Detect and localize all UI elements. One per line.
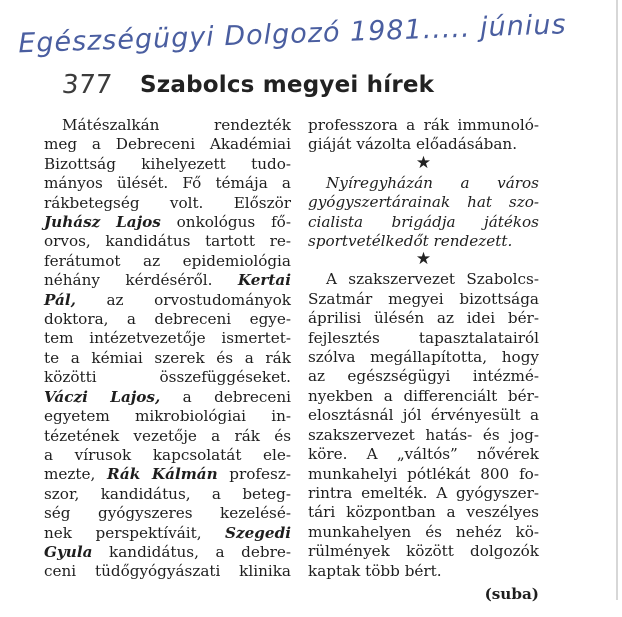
text-line: Juhász Lajos onkológus fő-: [44, 213, 291, 232]
text-line: munkahelyi pótlékát 800 fo-: [308, 464, 539, 483]
text-line: fejlesztés tapasztalatairól: [308, 328, 539, 347]
text-line: cialista brigádja játékos: [308, 212, 539, 231]
text-line: professzora a rák immunoló-: [308, 116, 539, 134]
paragraph-continuation: [308, 116, 539, 155]
text-line: szólva megállapította, hogy: [308, 348, 539, 367]
text-line: közötti összefüggéseket.: [44, 368, 291, 387]
text-line: gyógyszertárainak hat szo-: [308, 193, 539, 212]
text-line: A szakszervezet Szabolcs-: [326, 270, 539, 289]
text-line: mányos ülését. Fő témája a: [44, 174, 291, 193]
text-line: áprilisi ülésén az idei bér-: [308, 309, 539, 328]
text-line: tem intézetvezetője ismertet-: [44, 329, 291, 348]
text-line: Váczi Lajos, a debreceni: [44, 387, 291, 406]
page-number: 377: [60, 70, 114, 100]
text-line: meg a Debreceni Akadémiai: [44, 135, 291, 154]
text-line: Pál, az orvostudományok: [44, 290, 291, 309]
text-line: Nyíregyházán a város: [326, 173, 539, 192]
separator-star-icon: ★: [415, 249, 432, 270]
text-line: ség gyógyszeres kezelésé-: [44, 504, 291, 523]
text-line: kaptak több bért.: [308, 561, 442, 580]
text-line: Szatmár megyei bizottsága: [308, 289, 539, 308]
article-column-1: [44, 116, 291, 582]
paragraph-szakszervezet: [308, 270, 539, 581]
text-line: Mátészalkán rendezték: [62, 116, 291, 134]
text-line: ceni tüdőgyógyászati klinika: [44, 562, 291, 581]
text-line: rintra emelték. A gyógyszer-: [308, 483, 539, 502]
paragraph-nyiregyhaza: [308, 174, 539, 252]
text-line: mezte, Rák Kálmán profesz-: [44, 465, 291, 484]
text-line: munkahelyen és nehéz kö-: [308, 522, 539, 541]
text-line: tári központban a veszélyes: [308, 503, 539, 522]
text-line: rülmények között dolgozók: [308, 542, 539, 561]
text-line: tézetének vezetője a rák és: [44, 426, 291, 445]
text-line: szakszervezet hatás- és jog-: [308, 425, 539, 444]
text-line: doktora, a debreceni egye-: [44, 310, 291, 329]
text-line: nek perspektíváit, Szegedi: [44, 523, 291, 542]
clipping-edge: [616, 0, 618, 600]
text-line: a vírusok kapcsolatát ele-: [44, 445, 291, 464]
headline: Szabolcs megyei hírek: [140, 72, 435, 98]
text-line: te a kémiai szerek és a rák: [44, 348, 291, 367]
text-line: giáját vázolta előadásában.: [308, 135, 518, 154]
text-line: az egészségügyi intézmé-: [308, 367, 539, 386]
text-line: orvos, kandidátus tartott re-: [44, 232, 291, 251]
separator-star-icon: ★: [415, 152, 432, 173]
text-line: Gyula kandidátus, a debre-: [44, 542, 291, 561]
text-line: ferátumot az epidemiológia: [44, 251, 291, 270]
text-line: néhány kérdéséről. Kertai: [44, 271, 291, 290]
text-line: rákbetegség volt. Először: [44, 193, 291, 212]
text-line: sportvetélkedőt rendezett.: [308, 232, 513, 251]
svg-text:Egészségügyi Dolgozó 1981.....: Egészségügyi Dolgozó 1981..... június: [17, 9, 568, 60]
text-line: nyekben a differenciált bér-: [308, 386, 539, 405]
text-line: elosztásnál jól érvényesült a: [308, 406, 539, 425]
text-line: köre. A „váltós” nővérek: [308, 445, 539, 464]
article-column-2: [308, 116, 539, 604]
text-line: egyetem mikrobiológiai in-: [44, 407, 291, 426]
handwritten-annotation: [14, 8, 614, 60]
text-line: szor, kandidátus, a beteg-: [44, 484, 291, 503]
author-signature: (suba): [484, 584, 539, 603]
text-line: Bizottság kihelyezett tudo-: [44, 154, 291, 173]
